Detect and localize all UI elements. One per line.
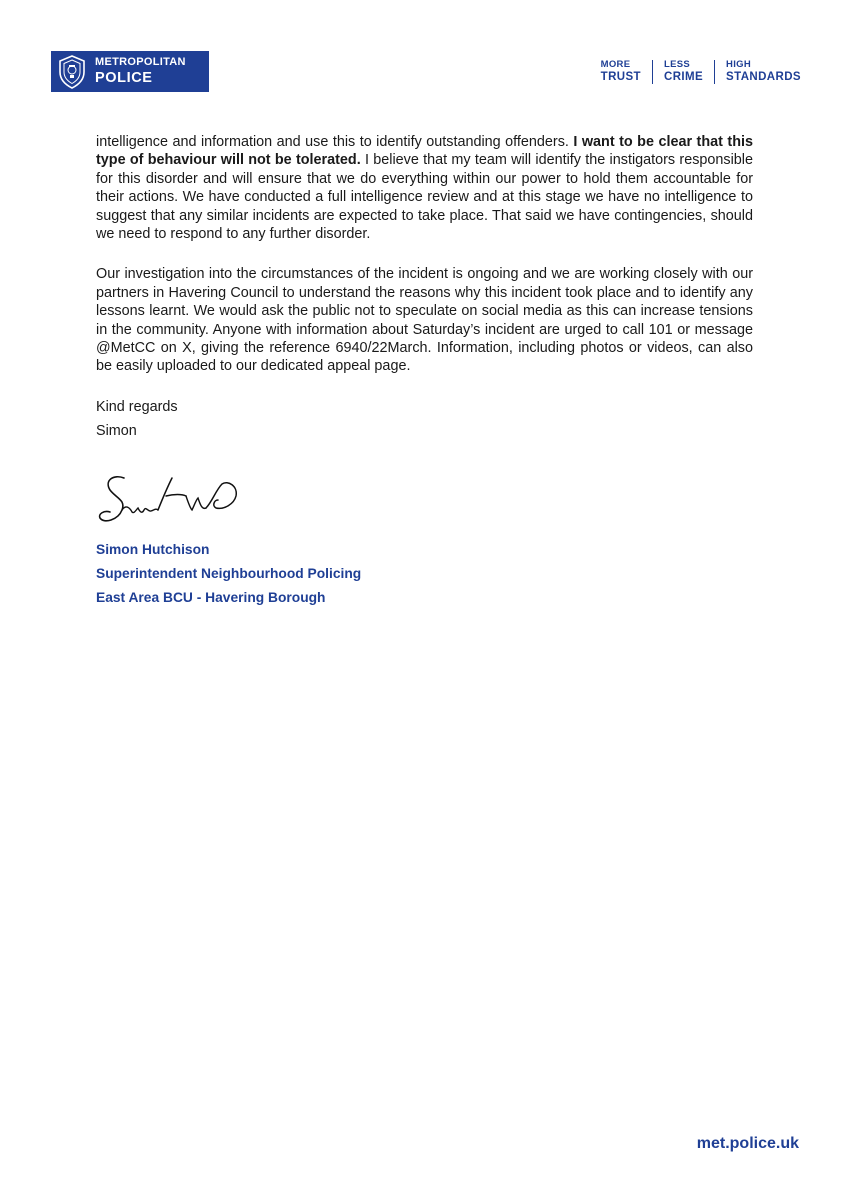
met-police-logo <box>51 51 209 92</box>
signatory-role: Superintendent Neighbourhood Policing <box>96 566 362 581</box>
logo-line-2: POLICE <box>95 70 153 87</box>
tagline-small: MORE <box>600 59 631 70</box>
tagline-item-standards <box>714 60 801 84</box>
signatory-unit: East Area BCU - Havering Borough <box>96 590 326 605</box>
tagline-small: LESS <box>663 59 690 70</box>
letter-body <box>96 133 753 447</box>
paragraph-1 <box>96 133 753 243</box>
crest-icon <box>57 54 87 90</box>
tagline-item-trust <box>601 60 652 84</box>
closing: Kind regards <box>96 398 178 415</box>
tagline <box>601 60 801 84</box>
tagline-small: HIGH <box>726 59 751 70</box>
handwritten-signature <box>96 470 241 530</box>
tagline-big: STANDARDS <box>726 70 801 83</box>
signatory-name: Simon Hutchison <box>96 542 210 557</box>
tagline-item-crime <box>652 60 714 84</box>
first-name: Simon <box>96 423 137 440</box>
signature-block <box>96 541 361 613</box>
paragraph-1-text-b: I believe that my team will identify the instigators responsible for this disorder and will ensure that we do everything within our power to hold them accountable for their actions. We have conducted a full intelligence review and at this stage we have no intelligence to suggest that any similar incidents are expected to take place. That said we have contingencies, should we need to respond to any further disorder. <box>96 152 754 243</box>
paragraph-1-emphasis: I want to be clear that this type of behaviour will not be tolerated. <box>96 134 753 169</box>
paragraph-1-text-a: intelligence and information and use this to identify outstanding offenders. <box>96 134 574 150</box>
tagline-big: TRUST <box>600 70 641 83</box>
paragraph-2: Our investigation into the circumstances of the incident is ongoing and we are working closely with our partners in Havering Council to understand the reasons why this incident took place and to identify any lessons learnt. We would ask the public not to speculate on social media as this can increase tensions in the community. Anyone with information about Saturday’s incident are urged to call 101 or message @MetCC on X, giving the reference 6940/22March. Information, including photos or videos, can also be easily uploaded to our dedicated appeal page. <box>96 266 753 375</box>
footer-url-link[interactable]: met.police.uk <box>696 1135 799 1152</box>
tagline-big: CRIME <box>663 70 704 83</box>
logo-line-1: METROPOLITAN <box>95 56 186 69</box>
